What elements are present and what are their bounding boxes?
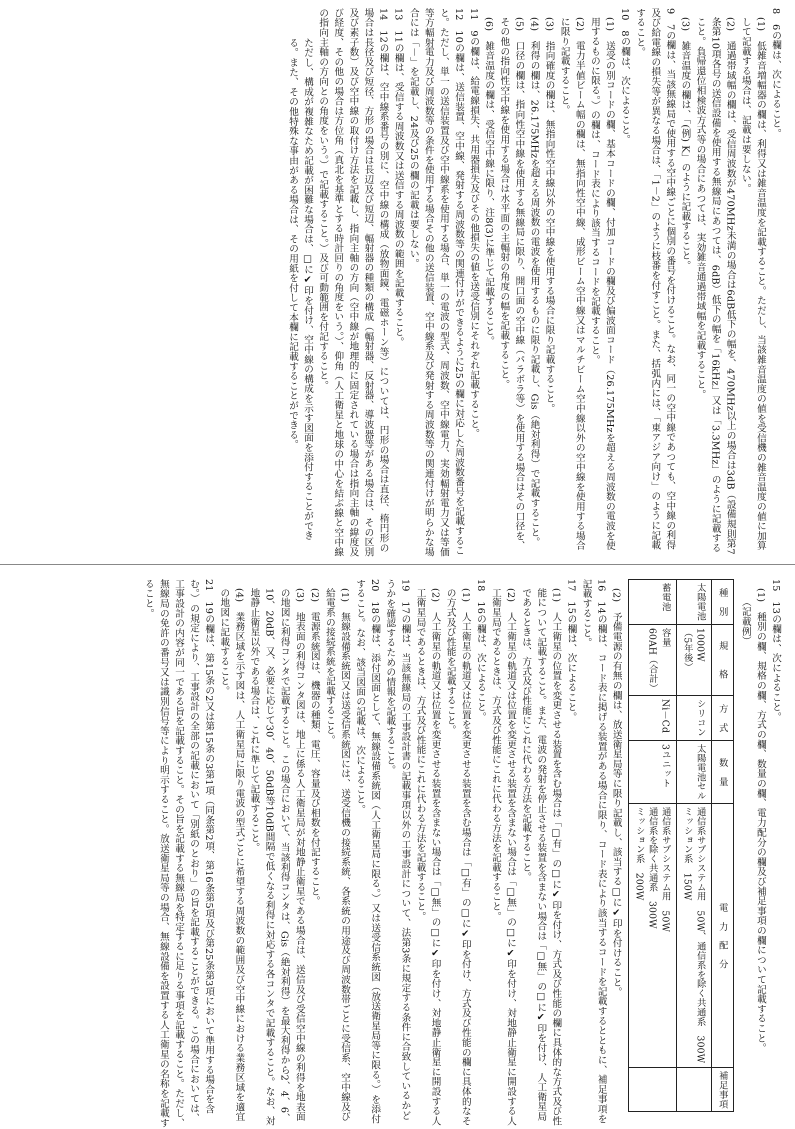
note-paragraph: (2) 電力半値ビーム幅の欄は、無指向性空中線、成形ビーム空中線又はマルチビーム空中線以外の空中線を使用する場合に限り記載すること。 <box>558 17 585 551</box>
table-cell: シリコン <box>676 696 711 741</box>
note-paragraph: 9 7の欄は、当該無線局で使用する空中線ごとに個別の番号を付けること。なお、同一の空中線であつても、空中線の利得及び給電線の損失等が異なる場合は、「1－2」のように枝番を付すこと。また、括弧内には、「東アジア向け」のように記載すること。 <box>634 8 676 551</box>
note-paragraph: 10 8の欄は、次によること。 <box>619 8 631 145</box>
note-paragraph: (1) 人工衛星の軌道又は位置を変更させる装置を含む場合は「□有」の□に✔印を付け、方式及び性能の欄に具体的なその方式及び性能を記載すること。 <box>444 588 471 1126</box>
table-row <box>628 580 676 1112</box>
note-paragraph: 11 9の欄は、給電線損失、共用器損失及びその他損失の値を送受信別にそれぞれ記載すること。 <box>468 8 480 439</box>
table-cell: 太陽電池セル <box>676 740 711 803</box>
note-paragraph: (1) 低雑音増幅器の欄は、利得又は雑音温度を記載すること。ただし、当該雑音温度の値を受信機の雑音温度の値に加算して記載する場合は、記載は要しない。 <box>739 17 766 551</box>
table-header-cell: 電 力 配 分 <box>711 804 733 1067</box>
note-paragraph: (2) 人工衛星の軌道又は位置を変更させる装置を含まない場合は「□無」の□に✔印を付け、対地静止衛星に開設する人工衛星局であるときは、方式及び性能にこれに代わる方法を記載すること。 <box>489 588 517 1126</box>
note-paragraph: (2) 電源系統図は、機器の種類、電圧、容量及び相数を付記すること。 <box>308 588 320 906</box>
note-paragraph: (2) 通過帯域幅の欄は、受信周波数が470MHz未満の場合は6dB低下の幅を、470MHz以上の場合は3dB（設備規則第7条第10項各号の送信設備を使用する無線局にあつては、6dB）低下の幅を「16kHz」又は「3.3MHz」のように記載すること。負帰還位相検波方式等の場合にあつては、実効雑音通過帯域幅を記載すること。 <box>694 17 736 555</box>
note-paragraph: 17 15の欄は、次によること。 <box>565 579 577 722</box>
table-cell: 容量 60AH（合計） <box>628 624 676 696</box>
note-paragraph: 18 16の欄は、次によること。 <box>474 579 486 722</box>
note-paragraph: (1) 人工衛星の位置を変更させる装置を含む場合は「□有」の□に✔印を付け、方式及び性能の欄に具体的な方式及び性能について記載すること。また、電波の発射を停止させる装置を含まない場合は「□無」の□に✔印を付け、人工衛星局であるときは、方式及び性能にこれに代わる方法を記載すること。 <box>520 588 562 1126</box>
table-cell: 太陽電池 <box>676 580 711 625</box>
note-paragraph: (3) 地表面の利得コンタ図は、地上に係る人工衛星局が対地静止衛星である場合は、送信及び受信空中線の利得を地表面の地図に利得コンタで記載すること。この場合において、当該利得コンタは、Gis（絶対利得）を最大利得から2、4、6、10、20dB、又、必要に応じて30、40、50dB等10dB間隔で低くなる利得に対応する各コンタで記載すること。なお、対地静止衛星以外である場合は、これに準じて記載すること。 <box>248 588 305 1126</box>
table-cell: 蓄電池 <box>628 580 676 625</box>
note-paragraph: (1) 無線設備系統図又は送受信系統図には、送受信機の接続系統、各系統の用途及び周波数帯ごとに受信系、空中線及び給電系の接続系統を記載すること。 <box>323 588 351 1122</box>
table-header-cell: 数 量 <box>711 740 733 803</box>
note-paragraph: (1) 送受の別コードの欄、基本コードの欄、付加コードの欄及び偏波面コード（26.175MHzを超える周波数の電波を使用するものに限る。）の欄は、コード表により該当するコードを記載すること。 <box>588 17 615 551</box>
note-paragraph: (4) 利得の欄は、26.175MHzを超える周波数の電波を使用するものに限り記載し、Gis（絶対利得）で記載すること。 <box>528 17 540 548</box>
note-paragraph: 8 6の欄は、次によること。 <box>770 8 781 139</box>
note-paragraph: (3) 指向確度の欄は、無指向性空中線以外の空中線を使用する場合に限り記載すること。 <box>543 17 555 414</box>
note-paragraph: 16 14の欄は、コード表に掲げる装置がある場合に限り、コード表により該当するコードを記載するとともに、補足事項を記載すること。 <box>580 579 607 1124</box>
table-cell: 3ユニット <box>628 740 676 803</box>
note-paragraph: (2) 予備電源の有無の欄は、放送衛星局等に限り記載し、該当する□に✔印を付けること。 <box>610 588 622 997</box>
note-paragraph: (3) 雑音温度の欄は、「(例) K」のように記載すること。 <box>679 17 691 271</box>
note-paragraph: (5) 口径の欄は、指向性空中線を使用する無線局に限り、開口面の空中線（パラボラ等）を使用する場合はその口径を、その他の指向性空中線を使用する場合は水平面の主輻射の角度の幅を記載すること。 <box>498 17 525 551</box>
power-source-example-table <box>628 579 734 1112</box>
note-paragraph: 15 13の欄は、次によること。 <box>770 579 781 722</box>
note-paragraph: (6) 雑音温度の欄は、受信空中線に限り、注8(3)に準じて記載すること。 <box>483 17 495 346</box>
note-paragraph: 12 10の欄は、送信装置、空中線、発射する周波数等の関連付けができるように25の欄に対応した周波数番号を記載すること。ただし、単一の送信装置及び空中線系を使用する場合、単一の電波の型式、周波数、空中線電力、実効輻射電力又は等価等方輻射電力及び周波数等の条件を使用する場合その他の送信装置、空中線系及び発射する周波数等の関連付けが明らかな場合には「－」を記載し、24及び25の欄の記載は要しない。 <box>407 8 465 557</box>
note-paragraph: 20 18の欄は、添付図面として、無線設備系統図（人工衛星局に限る。）又は送受信系統図（放送衛星局等に限る。）を添付すること。なお、該当図面の記載は、次によること。 <box>354 579 381 1124</box>
note-paragraph: (4) 業務区域を示す図は、人工衛星局に限り電波の型式ごとに希望する周波数の範囲及び空中線における業務区域を適宜の地図に記載すること。 <box>218 588 245 1122</box>
table-cell: 通信系サブシステム用 50W、通信系を除く共通系 300W ミッション系 150W <box>676 804 711 1067</box>
table-cell <box>676 1067 711 1112</box>
lower-notes-text <box>141 571 795 1129</box>
table-cell: Ni－Cd <box>628 696 676 741</box>
note-paragraph: 21 19の欄は、第15条の2又は第15条の3第1項（同条第2項、第16条第5項及び第25条第3項において準用する場合を含む。）の規定により、工事設計の全部の記載において「別紙のとおり」の旨を記載することができる。この場合においては、工事設計の内容が同一である旨を記載すること。その旨を記載する無線局を特定するに足りる事項を記載すること。ただし、無線局の免許の番号又は識別信号等により明示すること。放送衛星局等の場合、無線設備を設置する人工衛星の名称を記載すること。 <box>142 579 215 1128</box>
table-cell: 1000W （5年後） <box>676 624 711 696</box>
table-header-cell: 補足事項 <box>711 1067 733 1112</box>
upper-page <box>0 0 795 558</box>
note-paragraph: 13 11の欄は、受信する周波数又は送信する周波数の範囲を記載すること。 <box>392 8 404 347</box>
table-header-cell: 種 別 <box>711 580 733 625</box>
table-cell: 通信系サブシステム用 50W 通信系を除く共通系 300W ミッション系 200W <box>628 804 676 1067</box>
note-paragraph: 14 12の欄は、空中線系番号の別に、空中線の構成（放物面鏡、電磁ホーン等）については、円形の場合は直径、楕円形の場合は長径及び短径、方形の場合は長辺及び短辺、輻射器の種類の構成（輻射器、反射器、導波器等がある場合は、その区別及び素子数）及び空中線の取付け方法を記載し、指向主軸の方向（空中線が地理的に固定されている場合は指向主軸の緯度及び経度、その他の場合は方位角（真北を基準とする時計回りの角度をいう。）、仰角（人工衛星と地球の中心を結ぶ線と空中線の指向主軸の方向との角度をいう。）で記載すること。）及び可動範囲を付記すること。 <box>317 8 389 557</box>
upper-notes-text <box>285 0 795 558</box>
note-paragraph: （記載例） <box>739 597 751 646</box>
page-divider <box>0 564 795 565</box>
table-header-cell: 方 式 <box>711 696 733 741</box>
lower-page <box>0 571 795 1129</box>
table-header-cell: 規 格 <box>711 624 733 696</box>
note-paragraph: (1) 種別の欄、規格の欄、方式の欄、数量の欄、電力配分の欄及び補足事項の欄について記載すること。 <box>754 588 766 1053</box>
note-paragraph: 19 17の欄は、当該無線局の工事設計書の記載事項以外の工事設計について、法第3条に規定する条件に合致しているかどうかを確認するための情報を記載すること。 <box>384 579 411 1121</box>
table-cell <box>628 1067 676 1112</box>
note-paragraph: ただし、構成が複雑なため記載が困難な場合は、□に✔印を付け、空中線の構成を示す図面を添付することができる。また、その他特殊な事由がある場合は、その用紙を付して本欄に記載することができる。 <box>287 38 314 541</box>
note-paragraph: (2) 人工衛星の軌道又は位置を変更させる装置を含まない場合は「□無」の□に✔印を付け、対地静止衛星に開設する人工衛星局であるときは、方式及び性能にこれに代わる方法を記載すること。 <box>414 588 441 1126</box>
table-row <box>676 580 711 1112</box>
